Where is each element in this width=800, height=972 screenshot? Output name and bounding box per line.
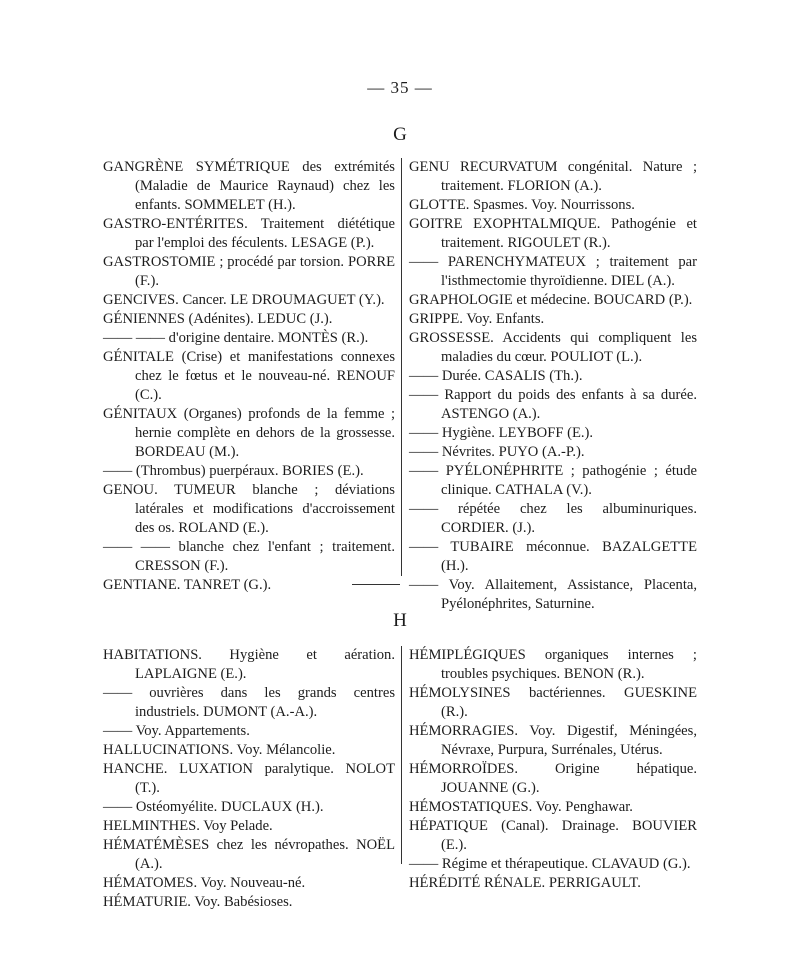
index-entry: GASTRO-ENTÉRITES. Traitement diététique par l'emploi des féculents. LESAGE (P.).	[103, 216, 395, 251]
index-entry: HÉMORROÏDES. Origine hépatique. JOUANNE (G.).	[409, 761, 697, 796]
index-entry: —— (Thrombus) puerpéraux. BORIES (E.).	[103, 463, 364, 479]
index-entry: HÉMOLYSINES bactériennes. GUESKINE (R.).	[409, 685, 697, 720]
index-entry: —— Hygiène. LEYBOFF (E.).	[409, 425, 594, 441]
index-entry: —— PARENCHYMATEUX ; traitement par l'isthmectomie thyroïdienne. DIEL (A.).	[409, 254, 697, 289]
index-entry: GRAPHOLOGIE et médecine. BOUCARD (P.).	[409, 292, 693, 308]
page-number: — 35 —	[367, 78, 433, 97]
index-entry: GENCIVES. Cancer. LE DROUMAGUET (Y.).	[103, 292, 385, 308]
index-entry: GASTROSTOMIE ; procédé par torsion. PORRE (F.).	[103, 254, 395, 289]
index-entry: —— Rapport du poids des enfants à sa durée. ASTENGO (A.).	[409, 387, 697, 422]
column-divider	[401, 646, 402, 864]
section-letter-h: H	[393, 610, 407, 631]
index-entry: —— répétée chez les albuminuriques. CORDIER. (J.).	[409, 501, 697, 536]
section-g-right-column	[409, 158, 697, 614]
index-entry: GÉNITAUX (Organes) profonds de la femme ; hernie complète en dehors de la grossesse. BORDEAU (M.).	[103, 406, 395, 460]
index-entry: GENU RECURVATUM congénital. Nature ; traitement. FLORION (A.).	[409, 159, 697, 194]
section-letter-g: G	[393, 124, 407, 145]
index-entry: GÉNIENNES (Adénites). LEDUC (J.).	[103, 311, 333, 327]
section-h-right-column	[409, 646, 697, 893]
index-entry: —— Voy. Appartements.	[103, 723, 250, 739]
index-entry: GLOTTE. Spasmes. Voy. Nourrissons.	[409, 197, 635, 213]
index-entry: HÉMATOMES. Voy. Nouveau-né.	[103, 875, 306, 891]
index-entry: —— Régime et thérapeutique. CLAVAUD (G.).	[409, 856, 691, 872]
index-entry: HÉPATIQUE (Canal). Drainage. BOUVIER (E.).	[409, 818, 697, 853]
section-separator	[352, 584, 400, 585]
index-entry: —— Névrites. PUYO (A.-P.).	[409, 444, 585, 460]
index-entry: GANGRÈNE SYMÉTRIQUE des extrémités (Maladie de Maurice Raynaud) chez les enfants. SOMMELET (H.).	[103, 159, 395, 213]
index-entry: HÉMORRAGIES. Voy. Digestif, Méningées, Névraxe, Purpura, Surrénales, Utérus.	[409, 723, 697, 758]
section-h-left-column	[103, 646, 395, 912]
index-entry: HÉMOSTATIQUES. Voy. Penghawar.	[409, 799, 633, 815]
index-entry: HÉMATÉMÈSES chez les névropathes. NOËL (A.).	[103, 837, 395, 872]
index-entry: HALLUCINATIONS. Voy. Mélancolie.	[103, 742, 336, 758]
index-entry: —— ouvrières dans les grands centres industriels. DUMONT (A.-A.).	[103, 685, 395, 720]
index-entry: —— —— blanche chez l'enfant ; traitement. CRESSON (F.).	[103, 539, 395, 574]
index-entry: HÉMATURIE. Voy. Babésioses.	[103, 894, 293, 910]
index-entry: GRIPPE. Voy. Enfants.	[409, 311, 545, 327]
index-entry: HÉRÉDITÉ RÉNALE. PERRIGAULT.	[409, 875, 641, 891]
index-entry: —— PYÉLONÉPHRITE ; pathogénie ; étude clinique. CATHALA (V.).	[409, 463, 697, 498]
index-entry: —— —— d'origine dentaire. MONTÈS (R.).	[103, 330, 369, 346]
index-entry: HANCHE. LUXATION paralytique. NOLOT (T.).	[103, 761, 395, 796]
index-entry: GOITRE EXOPHTALMIQUE. Pathogénie et traitement. RIGOULET (R.).	[409, 216, 697, 251]
index-entry: HÉMIPLÉGIQUES organiques internes ; troubles psychiques. BENON (R.).	[409, 647, 697, 682]
index-entry: —— Durée. CASALIS (Th.).	[409, 368, 583, 384]
index-entry: HABITATIONS. Hygiène et aération. LAPLAIGNE (E.).	[103, 647, 395, 682]
index-entry: —— Voy. Allaitement, Assistance, Placenta, Pyélonéphrites, Saturnine.	[409, 577, 697, 612]
index-entry: —— TUBAIRE méconnue. BAZALGETTE (H.).	[409, 539, 697, 574]
index-entry: GENOU. TUMEUR blanche ; déviations latérales et modifications d'accroissement des os. ROLAND (E.).	[103, 482, 395, 536]
index-entry: HELMINTHES. Voy Pelade.	[103, 818, 273, 834]
section-g-left-column	[103, 158, 395, 595]
index-entry: GENTIANE. TANRET (G.).	[103, 577, 272, 593]
index-entry: GÉNITALE (Crise) et manifestations connexes chez le fœtus et le nouveau-né. RENOUF (C.).	[103, 349, 395, 403]
index-entry: GROSSESSE. Accidents qui compliquent les maladies du cœur. POULIOT (L.).	[409, 330, 697, 365]
index-entry: —— Ostéomyélite. DUCLAUX (H.).	[103, 799, 324, 815]
column-divider	[401, 158, 402, 576]
